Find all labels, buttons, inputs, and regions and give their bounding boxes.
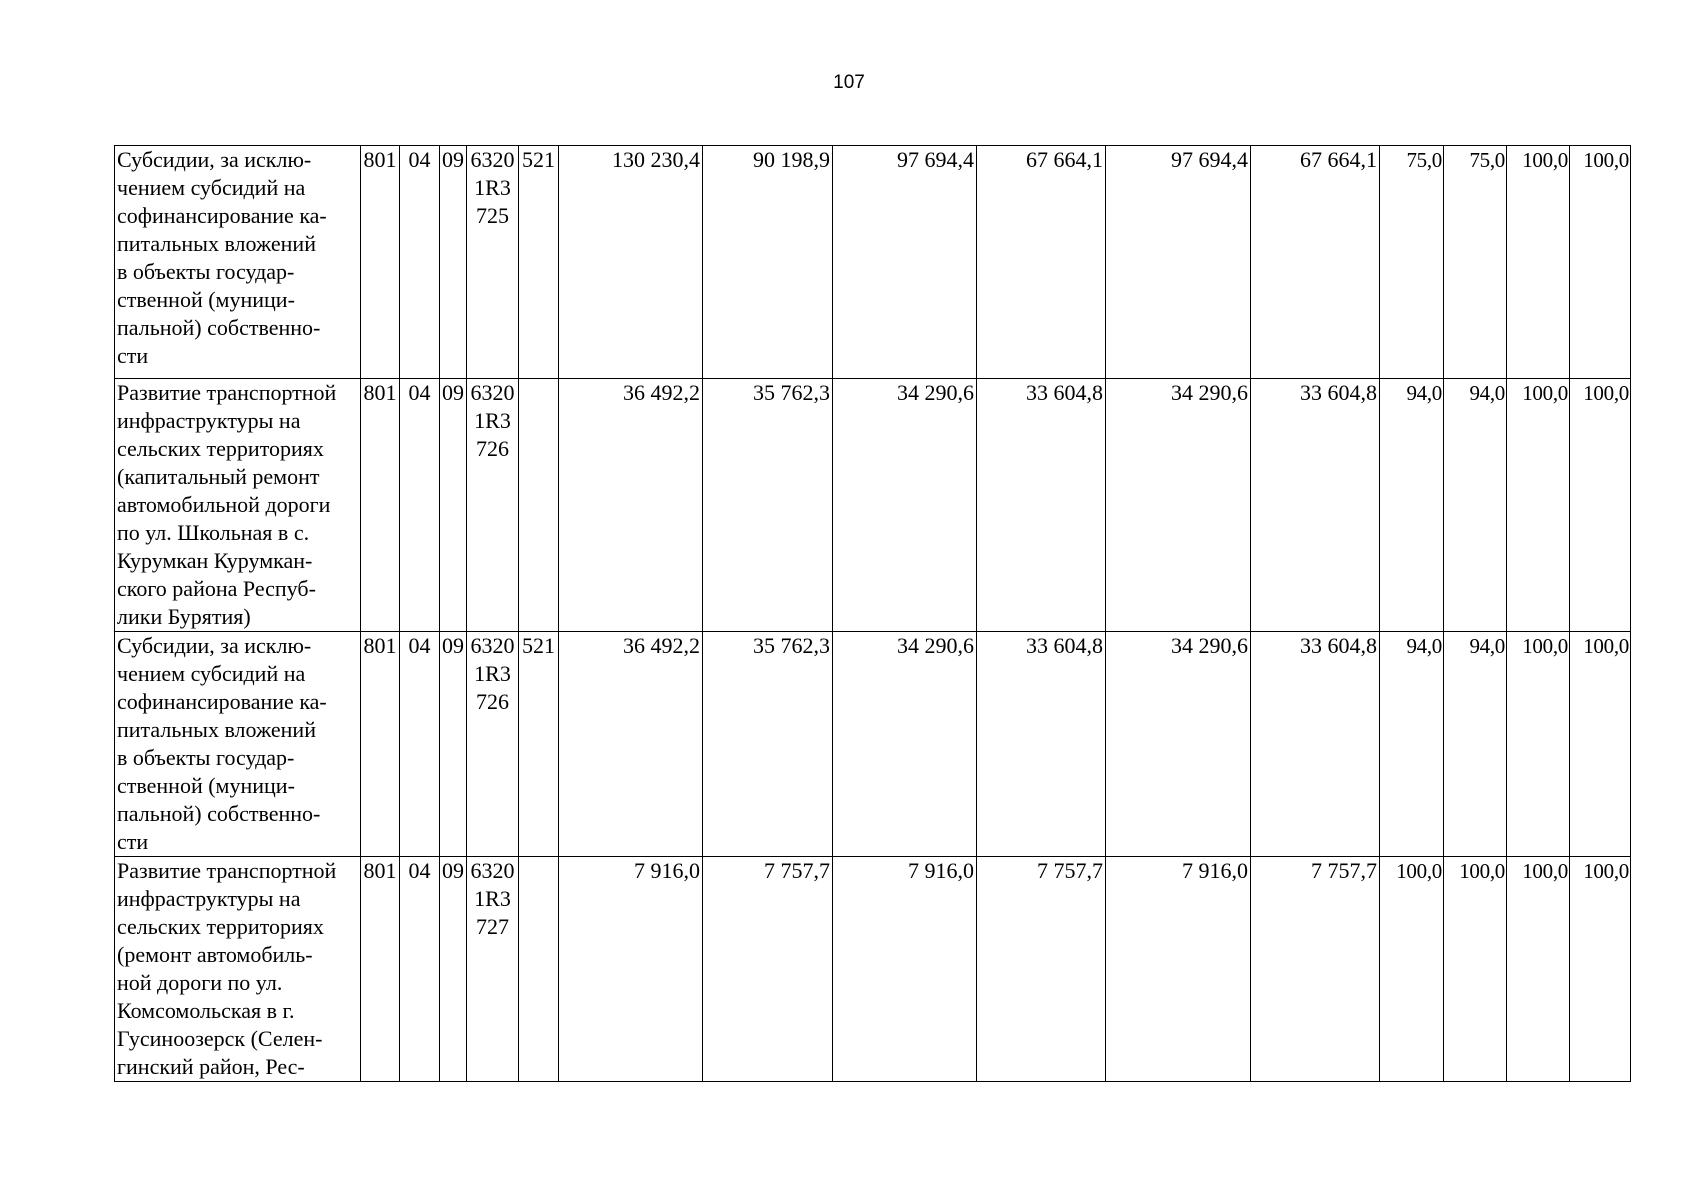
subsection-code: 09 [440, 379, 467, 632]
percent-2: 75,0 [1444, 146, 1507, 379]
expense-type-code: 521 [519, 632, 559, 857]
expense-name: Развитие транспортной инфраструктуры на сельских территориях (капитальный ремонт автомобильной дороги по ул. Школьная в с. Курумкан Курумкан- ского района Респуб- лики Бурятия) [115, 379, 361, 632]
amount-2: 7 757,7 [703, 857, 833, 1082]
percent-2: 94,0 [1444, 379, 1507, 632]
amount-4: 33 604,8 [977, 632, 1106, 857]
amount-3: 7 916,0 [833, 857, 977, 1082]
ministry-code: 801 [361, 379, 400, 632]
budget-table [114, 145, 1631, 1082]
amount-5: 7 916,0 [1106, 857, 1251, 1082]
table-row [115, 146, 1631, 379]
section-code: 04 [400, 632, 440, 857]
amount-3: 97 694,4 [833, 146, 977, 379]
amount-5: 34 290,6 [1106, 379, 1251, 632]
expense-type-code [519, 379, 559, 632]
subsection-code: 09 [440, 857, 467, 1082]
percent-3: 100,0 [1507, 632, 1570, 857]
target-article-code: 6320 1R3 725 [467, 146, 519, 379]
subsection-code: 09 [440, 632, 467, 857]
table-row [115, 857, 1631, 1082]
expense-type-code [519, 857, 559, 1082]
percent-1: 75,0 [1380, 146, 1444, 379]
amount-3: 34 290,6 [833, 379, 977, 632]
amount-2: 35 762,3 [703, 379, 833, 632]
subsection-code: 09 [440, 146, 467, 379]
percent-4: 100,0 [1570, 146, 1631, 379]
target-article-code: 6320 1R3 727 [467, 857, 519, 1082]
amount-4: 33 604,8 [977, 379, 1106, 632]
percent-4: 100,0 [1570, 632, 1631, 857]
amount-5: 34 290,6 [1106, 632, 1251, 857]
amount-4: 7 757,7 [977, 857, 1106, 1082]
table-row [115, 632, 1631, 857]
section-code: 04 [400, 146, 440, 379]
amount-4: 67 664,1 [977, 146, 1106, 379]
percent-4: 100,0 [1570, 857, 1631, 1082]
amount-5: 97 694,4 [1106, 146, 1251, 379]
page-number: 107 [833, 72, 865, 93]
amount-6: 7 757,7 [1251, 857, 1380, 1082]
amount-6: 33 604,8 [1251, 632, 1380, 857]
section-code: 04 [400, 379, 440, 632]
amount-3: 34 290,6 [833, 632, 977, 857]
expense-name: Субсидии, за исклю- чением субсидий на софинансирование ка- питальных вложений в объекты государ- ственной (муници- пальной) собственно- сти [115, 146, 361, 379]
amount-2: 35 762,3 [703, 632, 833, 857]
amount-1: 7 916,0 [559, 857, 703, 1082]
percent-3: 100,0 [1507, 146, 1570, 379]
amount-6: 33 604,8 [1251, 379, 1380, 632]
amount-1: 36 492,2 [559, 379, 703, 632]
ministry-code: 801 [361, 146, 400, 379]
ministry-code: 801 [361, 857, 400, 1082]
amount-2: 90 198,9 [703, 146, 833, 379]
amount-1: 36 492,2 [559, 632, 703, 857]
percent-1: 94,0 [1380, 632, 1444, 857]
percent-1: 94,0 [1380, 379, 1444, 632]
target-article-code: 6320 1R3 726 [467, 632, 519, 857]
percent-3: 100,0 [1507, 857, 1570, 1082]
expense-name: Развитие транспортной инфраструктуры на сельских территориях (ремонт автомобиль- ной дороги по ул. Комсомольская в г. Гусиноозерск (Селен- гинский район, Рес- [115, 857, 361, 1082]
ministry-code: 801 [361, 632, 400, 857]
percent-2: 100,0 [1444, 857, 1507, 1082]
percent-1: 100,0 [1380, 857, 1444, 1082]
amount-6: 67 664,1 [1251, 146, 1380, 379]
percent-2: 94,0 [1444, 632, 1507, 857]
target-article-code: 6320 1R3 726 [467, 379, 519, 632]
amount-1: 130 230,4 [559, 146, 703, 379]
table-row [115, 379, 1631, 632]
expense-type-code: 521 [519, 146, 559, 379]
percent-3: 100,0 [1507, 379, 1570, 632]
section-code: 04 [400, 857, 440, 1082]
percent-4: 100,0 [1570, 379, 1631, 632]
expense-name: Субсидии, за исклю- чением субсидий на софинансирование ка- питальных вложений в объекты государ- ственной (муници- пальной) собственно- сти [115, 632, 361, 857]
